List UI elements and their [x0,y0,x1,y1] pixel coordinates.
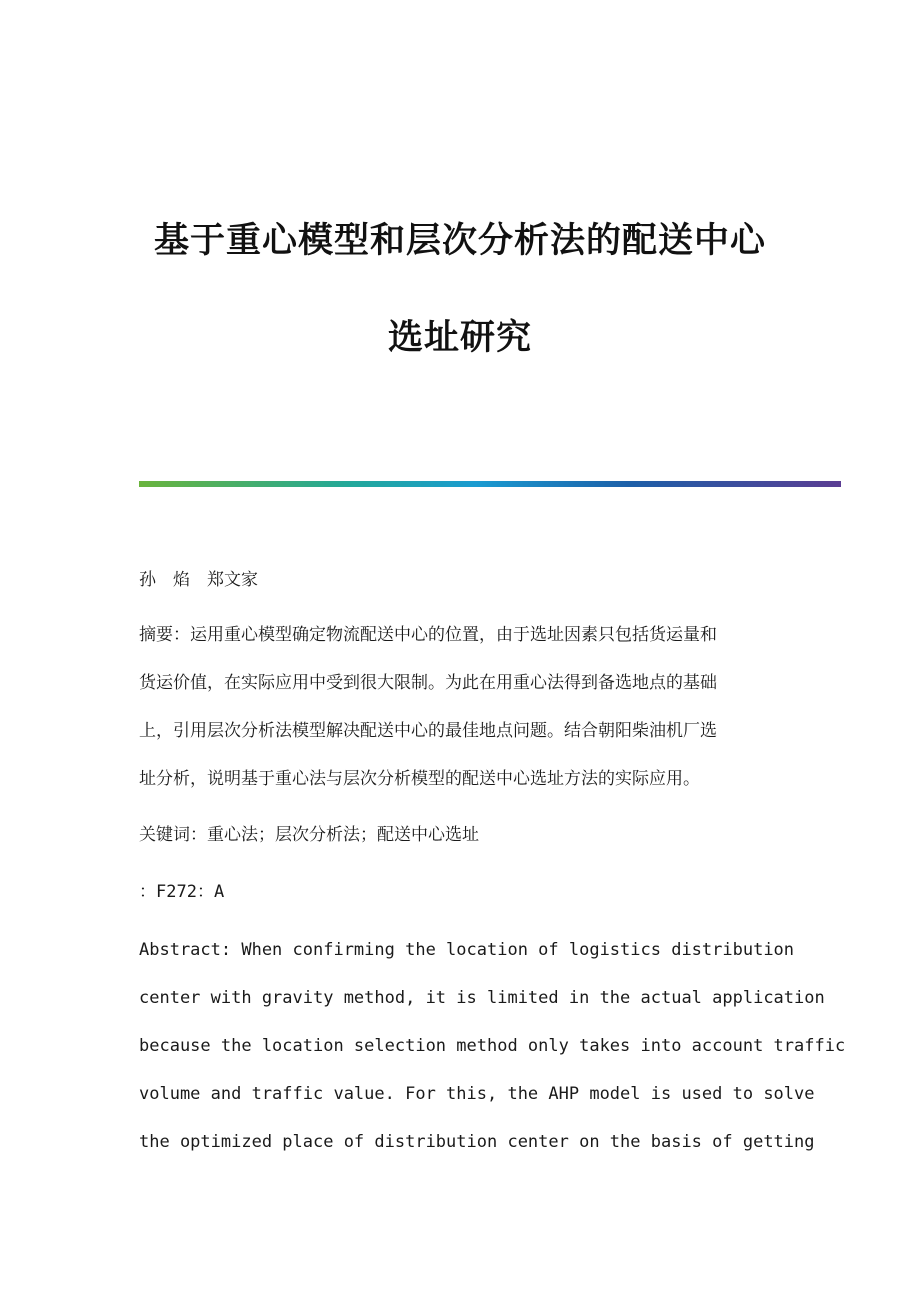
classification-line: ：F272：A [139,882,225,902]
author-name: 郑文家 [207,570,258,590]
author-name: 焰 [173,570,190,590]
author-name: 孙 [139,570,156,590]
abstract-en-line: Abstract: When confirming the location of logistics distribution [139,940,795,960]
abstract-en-line: the optimized place of distribution center on the basis of getting [139,1132,815,1152]
abstract-en-line: center with gravity method, it is limited in the actual application [139,988,825,1008]
abstract-en-line: because the location selection method only takes into account traffic [139,1036,846,1056]
author-line [139,569,258,591]
abstract-cn-line: 上，引用层次分析法模型解决配送中心的最佳地点问题。结合朝阳柴油机厂选 [139,721,717,741]
abstract-cn-line: 摘要：运用重心模型确定物流配送中心的位置，由于选址因素只包括货运量和 [139,625,717,645]
title-line-1: 基于重心模型和层次分析法的配送中心 [153,220,766,261]
abstract-cn-line: 址分析，说明基于重心法与层次分析模型的配送中心选址方法的实际应用。 [139,769,700,789]
abstract-en-line: volume and traffic value. For this, the AHP model is used to solve [139,1084,815,1104]
title-line-2: 选址研究 [387,317,532,358]
gradient-divider [139,481,841,487]
keywords-line: 关键词：重心法；层次分析法；配送中心选址 [139,825,479,845]
abstract-cn-line: 货运价值，在实际应用中受到很大限制。为此在用重心法得到备选地点的基础 [139,673,717,693]
